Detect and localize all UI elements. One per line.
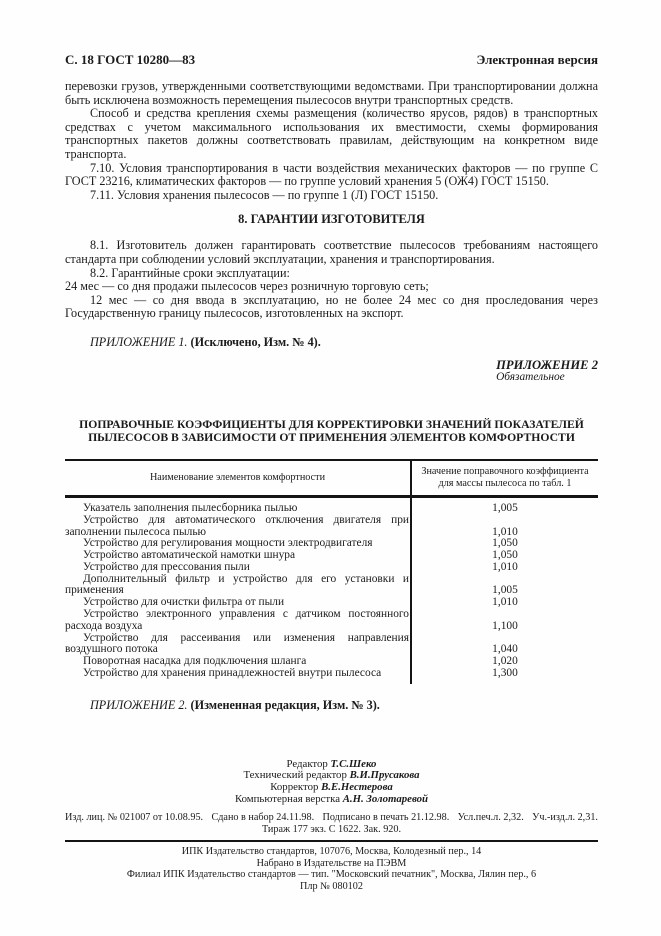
row-value: 1,100 — [410, 609, 598, 633]
row-name: Указатель заполнения пылесборника пылью — [83, 501, 298, 514]
row-value: 1,050 — [410, 550, 598, 562]
comfort-coefficients-table — [65, 459, 598, 684]
annex2-label: ПРИЛОЖЕНИЕ 2 — [496, 357, 598, 372]
credit-role: Редактор — [286, 757, 328, 770]
table-row — [65, 633, 598, 657]
print-sheets-cond: Усл.печ.л. 2,32. — [457, 812, 524, 824]
table-row — [65, 498, 598, 515]
credit-role: Корректор — [270, 781, 319, 794]
credit-name: А.Н. Золотаревой — [342, 792, 429, 805]
annex1-line — [65, 335, 598, 350]
table-header-row — [65, 461, 598, 498]
footer-divider — [65, 840, 598, 842]
body-text — [65, 80, 598, 202]
body-paragraph: 12 мес — со дня ввода в эксплуатацию, но не более 24 мес со дня проследования через Государственную границу пылесосов, изготовленных на экспорт. — [65, 292, 598, 321]
column-header-value: Значение поправочного коэффициента для массы пылесоса по табл. 1 — [410, 461, 598, 495]
publisher-line: Филиал ИПК Издательство стандартов — тип. "Московский печатник", Москва, Лялин пер., 6 — [126, 869, 537, 881]
credit-name: В.И.Прусакова — [349, 769, 420, 782]
row-value: 1,050 — [410, 538, 598, 550]
annex1-label: ПРИЛОЖЕНИЕ 1. — [90, 334, 188, 349]
row-name: Устройство для очистки фильтра от пыли — [83, 596, 285, 609]
publisher-line: ИПК Издательство стандартов, 107076, Москва, Колодезный пер., 14 — [181, 846, 482, 858]
print-info — [65, 812, 598, 835]
body-paragraph: Способ и средства крепления схемы размещения (количество ярусов, рядов) в транспортных средствах с учетом максимального использования их вместимости, схемы формирования транспортных пакетов должны соответствовать правилам, действующим на конкретном виде транспорта. — [65, 106, 598, 161]
running-head — [65, 53, 598, 67]
body-paragraph: 8.1. Изготовитель должен гарантировать соответствие пылесосов требованиям настоящего стандарта при соблюдении условий эксплуатации, хранения и транспортирования. — [65, 238, 598, 266]
annex2-subtitle: Обязательное — [496, 370, 565, 383]
credit-role: Компьютерная верстка — [234, 792, 341, 805]
publisher-line: Плр № 080102 — [300, 881, 363, 893]
publisher-block — [65, 846, 598, 892]
print-typeset-date: Сдано в набор 24.11.98. — [211, 812, 315, 824]
row-name: Устройство для автоматического отключения двигателя при заполнении пылесоса пылью — [65, 513, 409, 538]
body-paragraph: 8.2. Гарантийные сроки эксплуатации: — [90, 265, 290, 280]
row-value: 1,005 — [410, 498, 598, 515]
credits-block — [65, 759, 598, 805]
row-name: Дополнительный фильтр и устройство для его установки и применения — [65, 572, 409, 597]
body-paragraph: 24 мес — со дня продажи пылесосов через розничную торговую сеть; — [65, 279, 429, 294]
table-row — [65, 562, 598, 574]
body-paragraph: 7.11. Условия хранения пылесосов — по группе 1 (Л) ГОСТ 15150. — [90, 187, 439, 202]
row-value: 1,010 — [410, 515, 598, 539]
row-value: 1,010 — [410, 597, 598, 609]
row-value: 1,010 — [410, 562, 598, 574]
row-name: Устройство для прессования пыли — [83, 560, 250, 573]
print-info-line2: Тираж 177 экз. С 1622. Зак. 920. — [261, 824, 402, 836]
section-heading: 8. ГАРАНТИИ ИЗГОТОВИТЕЛЯ — [238, 212, 425, 227]
row-name: Устройство электронного управления с датчиком постоянного расхода воздуха — [65, 608, 409, 632]
table-row — [65, 609, 598, 633]
body-paragraph: 7.10. Условия транспортирования в части воздействия механических факторов — по группе С ГОСТ 23216, климатических факторов — по группе условий хранения 5 (ОЖ4) ГОСТ 15150. — [65, 160, 598, 189]
print-signed-date: Подписано в печать 21.12.98. — [322, 812, 450, 824]
row-value: 1,020 — [410, 656, 598, 668]
table-row — [65, 668, 598, 684]
row-name: Устройство для рассеивания или изменения направления воздушного потока — [65, 631, 409, 656]
annex2-note-text: (Измененная редакция, Изм. № 3). — [190, 697, 380, 712]
table-title — [65, 418, 598, 444]
print-license: Изд. лиц. № 021007 от 10.08.95. — [65, 812, 204, 824]
row-name: Поворотная насадка для подключения шланга — [83, 655, 307, 668]
table-body — [65, 498, 598, 684]
body-paragraph: перевозки грузов, утвержденными соответствующими ведомствами. При транспортировании должна быть исключена возможность перемещения пылесосов внутри транспортных средств. — [65, 79, 598, 107]
row-name: Устройство для регулирования мощности электродвигателя — [83, 537, 373, 550]
credit-name: Т.С.Шеко — [330, 757, 377, 770]
table-title-line1: ПОПРАВОЧНЫЕ КОЭФФИЦИЕНТЫ ДЛЯ КОРРЕКТИРОВКИ ЗНАЧЕНИЙ ПОКАЗАТЕЛЕЙ — [79, 417, 584, 431]
row-name: Устройство для хранения принадлежностей внутри пылесоса — [83, 667, 382, 680]
annex2-block — [65, 359, 598, 385]
page-number-standard: С. 18 ГОСТ 10280—83 — [65, 52, 196, 67]
annex1-note: (Исключено, Изм. № 4). — [190, 334, 321, 349]
column-header-name: Наименование элементов комфортности — [149, 471, 326, 483]
credit-role: Технический редактор — [243, 769, 347, 782]
row-value: 1,005 — [410, 574, 598, 598]
credit-line — [65, 794, 598, 806]
section8-text — [65, 239, 598, 321]
row-value: 1,040 — [410, 633, 598, 657]
table-row — [65, 574, 598, 598]
row-name: Устройство автоматической намотки шнура — [83, 549, 296, 562]
annex2-revision-note — [65, 698, 598, 713]
edition-label: Электронная версия — [476, 52, 598, 67]
table-title-line2: ПЫЛЕСОСОВ В ЗАВИСИМОСТИ ОТ ПРИМЕНЕНИЯ ЭЛЕМЕНТОВ КОМФОРТНОСТИ — [88, 430, 575, 444]
table-row — [65, 515, 598, 539]
annex2-note-label: ПРИЛОЖЕНИЕ 2. — [90, 697, 188, 712]
row-value: 1,300 — [410, 668, 598, 684]
publisher-line: Набрано в Издательстве на ПЭВМ — [256, 857, 407, 869]
credit-name: В.Е.Нестерова — [321, 781, 393, 794]
print-info-line1 — [65, 812, 598, 823]
print-sheets-pub: Уч.-изд.л. 2,31. — [532, 812, 598, 824]
